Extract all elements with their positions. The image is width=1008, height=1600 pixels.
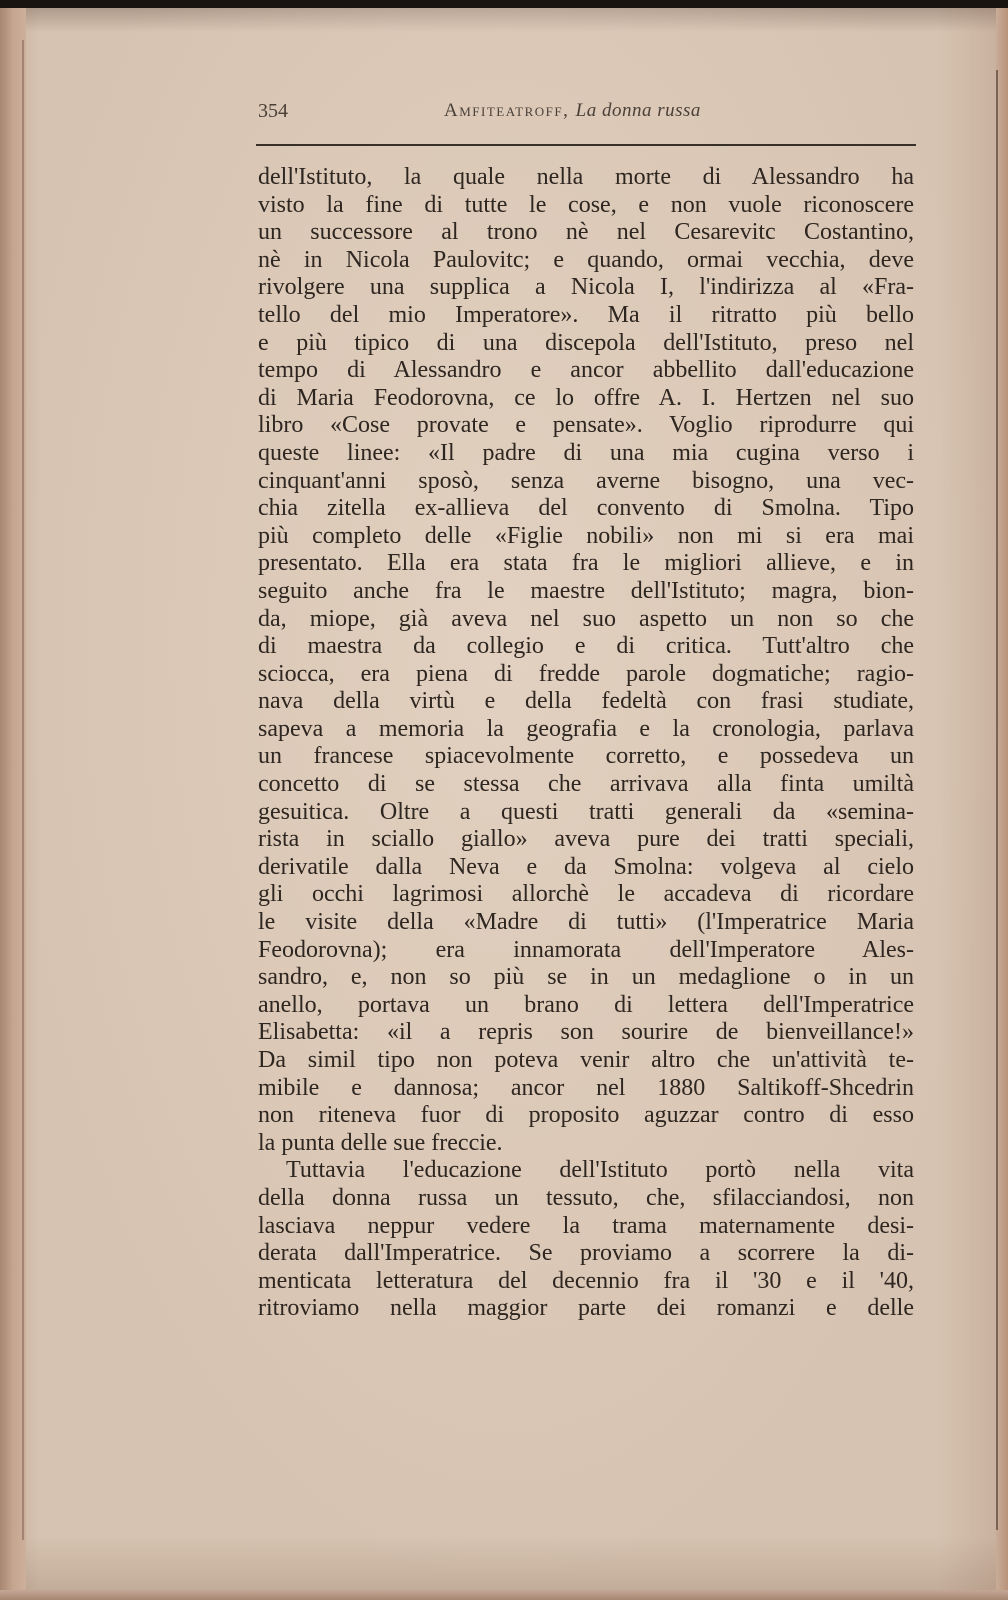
text-line: più completo delle «Figlie nobili» non mi si era mai: [258, 522, 914, 549]
body-text: [258, 164, 914, 1323]
text-line: un successore al trono nè nel Cesarevitc Costantino,: [258, 219, 914, 246]
text-line: presentato. Ella era stata fra le migliori allieve, e in: [258, 550, 914, 577]
text-line: libro «Cose provate e pensate». Voglio riprodurre qui: [258, 412, 914, 439]
running-author: Amfiteatroff,: [444, 100, 570, 121]
text-line: della donna russa un tessuto, che, sfilacciandosi, non: [258, 1184, 914, 1211]
paragraph-start-line: Tuttavia l'educazione dell'Istituto portò nella vita: [286, 1157, 914, 1184]
text-line: derata dall'Imperatrice. Se proviamo a scorrere la di-: [258, 1240, 914, 1267]
text-line: rista in sciallo giallo» aveva pure dei tratti speciali,: [258, 826, 914, 853]
text-line: Feodorovna); era innamorata dell'Imperatore Ales-: [258, 936, 914, 963]
text-line: gli occhi lagrimosi allorchè le accadeva di ricordare: [258, 881, 914, 908]
text-line: concetto di se stessa che arrivava alla finta umiltà: [258, 771, 914, 798]
text-line: seguito anche fra le maestre dell'Istituto; magra, bion-: [258, 577, 914, 604]
text-line: anello, portava un brano di lettera dell'Imperatrice: [258, 991, 914, 1018]
text-line: sciocca, era piena di fredde parole dogmatiche; ragio-: [258, 660, 914, 687]
text-line: un francese spiacevolmente corretto, e possedeva un: [258, 743, 914, 770]
text-line: nava della virtù e della fedeltà con frasi studiate,: [258, 688, 914, 715]
text-line: Da simil tipo non poteva venir altro che un'attività te-: [258, 1047, 914, 1073]
text-line: visto la fine di tutte le cose, e non vuole riconoscere: [258, 191, 914, 218]
text-line: non riteneva fuor di proposito aguzzar contro di esso: [258, 1102, 914, 1129]
running-title: [444, 100, 701, 122]
text-line: sapeva a memoria la geografia e la cronologia, parlava: [258, 715, 914, 742]
text-line: sandro, e, non so più se in un medaglione o in un: [258, 964, 914, 991]
running-book-title: La donna russa: [575, 100, 701, 121]
text-line: tello del mio Imperatore». Ma il ritratto più bello: [258, 301, 914, 328]
header-rule: [256, 144, 916, 146]
left-binding-shadow: [22, 40, 24, 1540]
text-line: lasciava neppur vedere la trama maternamente desi-: [258, 1212, 914, 1239]
text-line: menticata letteratura del decennio fra il '30 e il '40,: [258, 1267, 914, 1294]
text-line: cinquant'anni sposò, senza averne bisogno, una vec-: [258, 467, 914, 494]
text-line: dell'Istituto, la quale nella morte di Alessandro ha: [258, 164, 914, 190]
page-number: 354: [258, 100, 288, 122]
text-line: gesuitica. Oltre a questi tratti generali da «semina-: [258, 798, 914, 825]
text-line: ritroviamo nella maggior parte dei romanzi e delle: [258, 1295, 914, 1322]
running-header: [258, 98, 918, 130]
text-line: derivatile dalla Neva e da Smolna: volgeva al cielo: [258, 853, 914, 880]
text-line: mibile e dannosa; ancor nel 1880 Saltikoff-Shcedrin: [258, 1074, 914, 1101]
text-line: le visite della «Madre di tutti» (l'Imperatrice Maria: [258, 909, 914, 936]
text-line: e più tipico di una discepola dell'Istituto, preso nel: [258, 329, 914, 356]
bottom-page-edge: [0, 1590, 1008, 1600]
text-line: nè in Nicola Paulovitc; e quando, ormai vecchia, deve: [258, 246, 914, 273]
text-line: di maestra da collegio e di critica. Tutt'altro che: [258, 633, 914, 660]
text-line: di Maria Feodorovna, ce lo offre A. I. Hertzen nel suo: [258, 384, 914, 411]
text-line: chia zitella ex-allieva del convento di Smolna. Tipo: [258, 495, 914, 522]
text-line: da, miope, già aveva nel suo aspetto un non so che: [258, 605, 914, 632]
text-line: queste linee: «Il padre di una mia cugina verso i: [258, 439, 914, 466]
text-line: rivolgere una supplica a Nicola I, l'indirizza al «Fra-: [258, 274, 914, 301]
text-line: tempo di Alessandro e ancor abbellito dall'educazione: [258, 357, 914, 384]
right-page-border: [996, 70, 998, 1530]
text-line: Elisabetta: «il a repris son sourire de bienveillance!»: [258, 1019, 914, 1046]
paragraph-end-line: la punta delle sue freccie.: [258, 1129, 503, 1156]
top-page-edge: [0, 0, 1008, 8]
